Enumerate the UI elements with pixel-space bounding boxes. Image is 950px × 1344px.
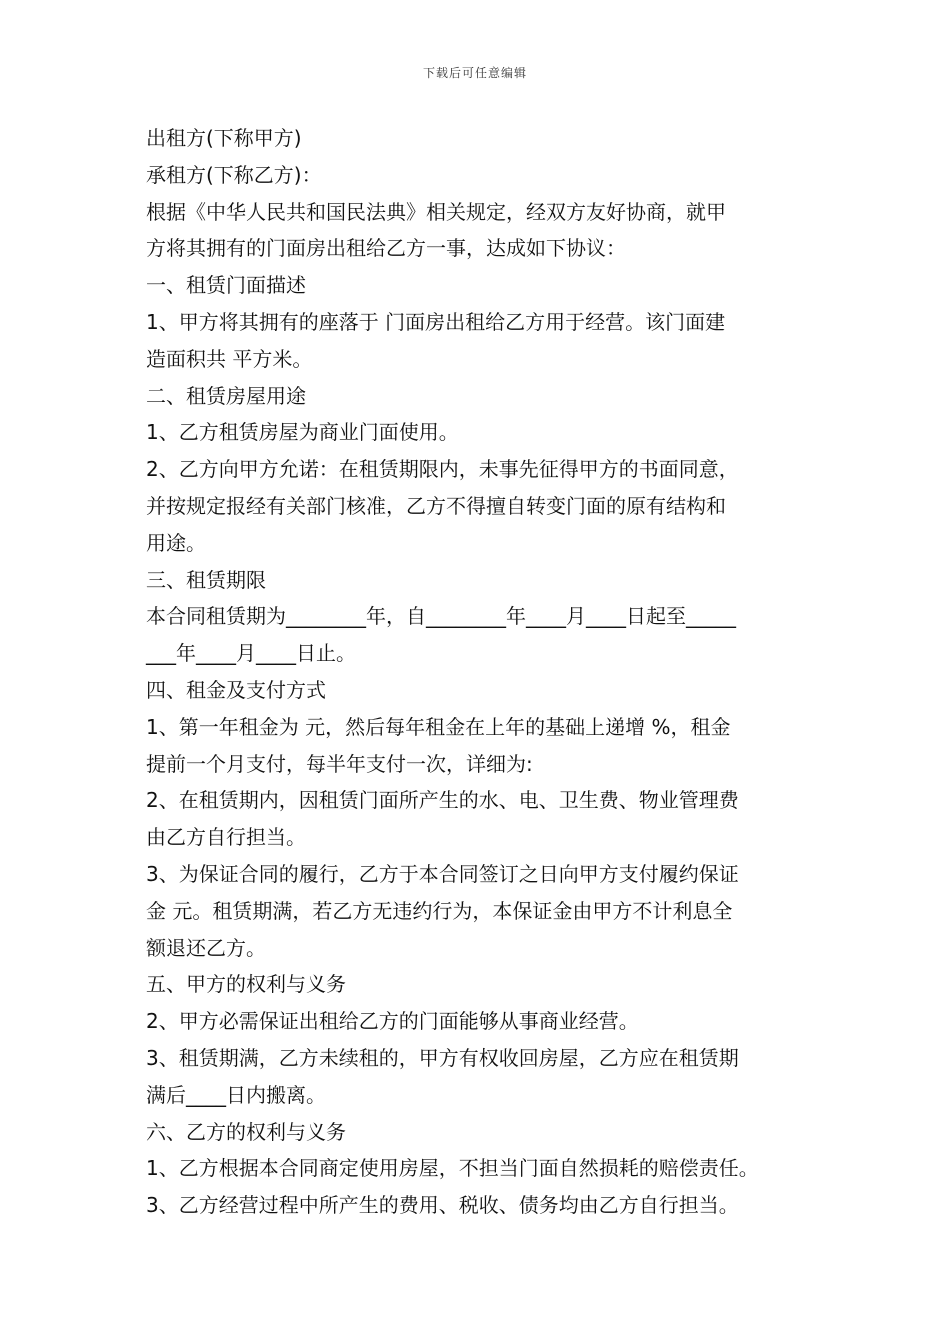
section-heading: 二、租赁房屋用途 — [146, 383, 306, 408]
section-heading: 五、甲方的权利与义务 — [146, 972, 346, 997]
section-heading: 四、租金及支付方式 — [146, 677, 326, 702]
clause-line: 造面积共 平方米。 — [146, 346, 313, 371]
section-heading: 三、租赁期限 — [146, 567, 266, 592]
clause-line: 用途。 — [146, 530, 206, 555]
clause-line: 3、乙方经营过程中所产生的费用、税收、债务均由乙方自行担当。 — [146, 1193, 739, 1218]
page-header: 下载后可任意编辑 — [422, 66, 527, 80]
party-a-line: 出租方(下称甲方) — [146, 126, 302, 150]
clause-line: 1、甲方将其拥有的座落于 门面房出租给乙方用于经营。该门面建 — [146, 309, 726, 334]
party-b-line: 承租方(下称乙方)： — [146, 162, 322, 187]
clause-line: 1、乙方租赁房屋为商业门面使用。 — [146, 420, 459, 445]
preamble-line: 方将其拥有的门面房出租给乙方一事，达成如下协议： — [146, 236, 626, 261]
clause-line: 并按规定报经有关部门核准，乙方不得擅自转变门面的原有结构和 — [146, 493, 726, 518]
clause-line: 由乙方自行担当。 — [146, 825, 306, 850]
clause-line: 2、乙方向甲方允诺：在租赁期限内，未事先征得甲方的书面同意， — [146, 457, 739, 482]
term-line: 本合同租赁期为________年，自________年____月____日起至_____ — [146, 604, 736, 629]
clause-line: 满后____日内搬离。 — [146, 1082, 326, 1107]
clause-line: 3、为保证合同的履行，乙方于本合同签订之日向甲方支付履约保证 — [146, 861, 739, 886]
clause-line: 3、租赁期满，乙方未续租的，甲方有权收回房屋，乙方应在租赁期 — [146, 1045, 739, 1070]
clause-line: 2、甲方必需保证出租给乙方的门面能够从事商业经营。 — [146, 1009, 639, 1034]
clause-line: 提前一个月支付，每半年支付一次，详细为: — [146, 751, 533, 776]
clause-line: 1、乙方根据本合同商定使用房屋，不担当门面自然损耗的赔偿责任。 — [146, 1156, 759, 1181]
clause-line: 金 元。租赁期满，若乙方无违约行为，本保证金由甲方不计利息全 — [146, 898, 733, 923]
preamble-line: 根据《中华人民共和国民法典》相关规定，经双方友好协商，就甲 — [146, 199, 726, 224]
clause-line: 额退还乙方。 — [146, 935, 266, 960]
term-line: ___年____月____日止。 — [146, 641, 356, 666]
contract-body — [146, 120, 810, 1224]
clause-line: 1、第一年租金为 元，然后每年租金在上年的基础上递增 %，租金 — [146, 714, 731, 739]
section-heading: 六、乙方的权利与义务 — [146, 1119, 346, 1144]
section-heading: 一、租赁门面描述 — [146, 273, 306, 298]
clause-line: 2、在租赁期内，因租赁门面所产生的水、电、卫生费、物业管理费 — [146, 788, 739, 813]
